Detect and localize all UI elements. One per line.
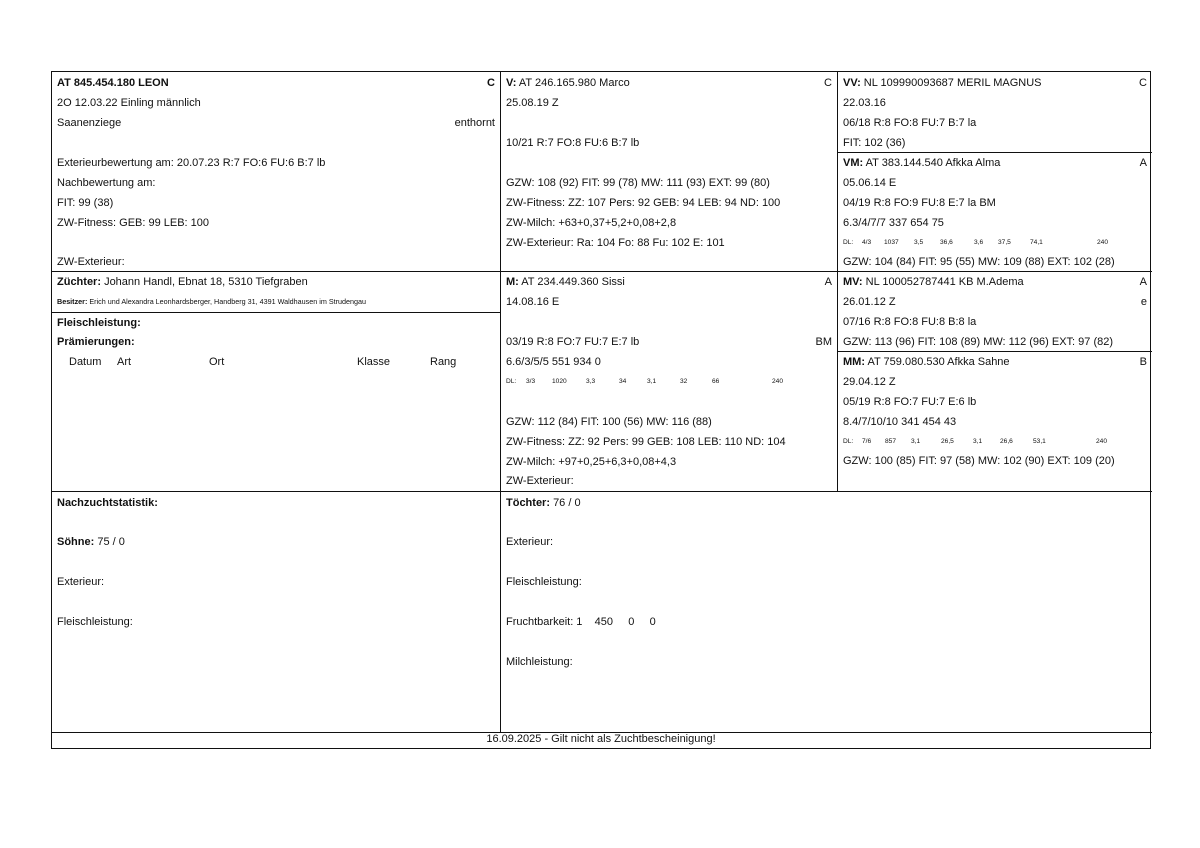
dl-value: 857 [885, 438, 897, 445]
vm-dl-row [843, 233, 1147, 253]
dl-value: 3,1 [647, 378, 657, 385]
daughters-fertility: Fruchtbarkeit: 1 450 0 0 [506, 616, 656, 628]
mm-grade: B [1139, 356, 1147, 368]
sons-exterieur: Exterieur: [57, 576, 105, 588]
dl-value: 3,1 [973, 438, 983, 445]
dl-value: 53,1 [1033, 438, 1046, 445]
mv-gzw: GZW: 113 (96) FIT: 108 (89) MW: 112 (96) EXT: 97 (82) [843, 336, 1114, 348]
dam-score: 03/19 R:8 FO:7 FU:7 E:7 lb BM [506, 332, 832, 352]
vm-grade: A [1139, 157, 1147, 169]
dl-value: 1020 [552, 378, 567, 385]
dam-cell [501, 272, 837, 491]
dl-value: 34 [619, 378, 627, 385]
dl-value: 3,1 [911, 438, 921, 445]
animal-fit: FIT: 99 (38) [57, 197, 114, 209]
col-rang: Rang [430, 356, 457, 368]
dl-label: DL: [843, 438, 854, 445]
owner-line: Besitzer: Erich und Alexandra Leonhardsberger, Handberg 31, 4391 Waldhausen im Strudengau [57, 297, 366, 306]
sire-score: 10/21 R:7 FO:8 FU:6 B:7 lb [506, 137, 640, 149]
mv-extra: e [1140, 296, 1147, 308]
breeder-cell [52, 272, 500, 491]
sire-grade: C [824, 77, 832, 89]
mm-birth: 29.04.12 Z [843, 376, 896, 388]
vm-gzw: GZW: 104 (84) FIT: 95 (55) MW: 109 (88) EXT: 102 (28) [843, 256, 1115, 268]
dl-value: 37,5 [998, 239, 1011, 246]
dl-value: 36,6 [940, 239, 953, 246]
col-datum: Datum [69, 356, 102, 368]
dl-value: 74,1 [1030, 239, 1043, 246]
vm-lactation: 6.3/4/7/7 337 654 75 [843, 217, 944, 229]
vm-cell [838, 153, 1152, 271]
vv-score: 06/18 R:8 FO:8 FU:7 B:7 la [843, 117, 977, 129]
dam-zw-exterieur: ZW-Exterieur: [506, 475, 574, 487]
dl-value: 3,3 [586, 378, 596, 385]
dam-gzw: GZW: 112 (84) FIT: 100 (56) MW: 116 (88) [506, 416, 712, 428]
vv-id-name: VV: NL 109990093687 MERIL MAGNUS C [843, 73, 1147, 93]
dam-dl-row [506, 372, 832, 392]
vm-id-name: VM: AT 383.144.540 Afkka Alma A [843, 153, 1147, 173]
mv-id-name: MV: NL 100052787441 KB M.Adema A [843, 272, 1147, 292]
dam-id-name: M: AT 234.449.360 Sissi A [506, 272, 832, 292]
dam-zw-milch: ZW-Milch: +97+0,25+6,3+0,08+4,3 [506, 456, 677, 468]
sire-id-name: V: AT 246.165.980 Marco C [506, 73, 832, 93]
animal-birth: 2O 12.03.22 Einling männlich [57, 97, 201, 109]
sire-zw-exterieur: ZW-Exterieur: Ra: 104 Fo: 88 Fu: 102 E: 101 [506, 237, 725, 249]
dam-lactation: 6.6/3/5/5 551 934 0 [506, 356, 601, 368]
animal-grade: C [487, 77, 495, 89]
dl-value: 32 [680, 378, 688, 385]
sire-gzw: GZW: 108 (92) FIT: 99 (78) MW: 111 (93) EXT: 99 (80) [506, 177, 770, 189]
mm-score: 05/19 R:8 FO:7 FU:7 E:6 lb [843, 396, 977, 408]
animal-exterior: Exterieurbewertung am: 20.07.23 R:7 FO:6 FU:6 B:7 lb [57, 157, 326, 169]
dl-value: 66 [712, 378, 720, 385]
vv-grade: C [1139, 77, 1147, 89]
divider [52, 491, 1152, 492]
animal-zw-exterieur: ZW-Exterieur: [57, 256, 125, 268]
daughters-exterieur: Exterieur: [506, 536, 554, 548]
offspring-title: Nachzuchtstatistik: [57, 497, 158, 509]
mm-dl-row [843, 432, 1147, 452]
mm-cell [838, 352, 1152, 491]
dam-grade: A [824, 276, 832, 288]
dl-value: 7/6 [862, 438, 872, 445]
awards-heading: Prämierungen: [57, 336, 135, 348]
col-klasse: Klasse [357, 356, 391, 368]
dl-value: 3/3 [526, 378, 536, 385]
awards-columns [57, 352, 495, 372]
mm-gzw: GZW: 100 (85) FIT: 97 (58) MW: 102 (90) EXT: 109 (20) [843, 455, 1115, 467]
animal-id-name: AT 845.454.180 LEON C [57, 73, 495, 93]
sire-zw-fitness: ZW-Fitness: ZZ: 107 Pers: 92 GEB: 94 LEB: 94 ND: 100 [506, 197, 781, 209]
col-ort: Ort [209, 356, 225, 368]
mv-cell [838, 272, 1152, 351]
col-art: Art [117, 356, 132, 368]
dl-value: 26,6 [1000, 438, 1013, 445]
animal-rescore: Nachbewertung am: [57, 177, 156, 189]
dl-value: 240 [772, 378, 784, 385]
sire-cell [501, 72, 837, 271]
animal-cell [52, 72, 500, 271]
sire-zw-milch: ZW-Milch: +63+0,37+5,2+0,08+2,8 [506, 217, 677, 229]
breeder-line: Züchter: Johann Handl, Ebnat 18, 5310 Tiefgraben [57, 276, 308, 288]
dl-value: 3,5 [914, 239, 924, 246]
dl-value: 1037 [884, 239, 899, 246]
footer-note: 16.09.2025 - Gilt nicht als Zuchtbescheinigung! [486, 733, 716, 745]
daughters-meat: Fleischleistung: [506, 576, 582, 588]
dl-value: 4/3 [862, 239, 872, 246]
dl-value: 240 [1096, 438, 1108, 445]
mv-score: 07/16 R:8 FO:8 FU:8 B:8 la [843, 316, 977, 328]
animal-breed: Saanenziege enthornt [57, 113, 495, 133]
dam-birth: 14.08.16 E [506, 296, 560, 308]
dl-value: 240 [1097, 239, 1109, 246]
sire-birth: 25.08.19 Z [506, 97, 559, 109]
dl-label: DL: [506, 378, 517, 385]
dl-value: 26,5 [941, 438, 954, 445]
vm-birth: 05.06.14 E [843, 177, 897, 189]
vv-birth: 22.03.16 [843, 97, 886, 109]
dam-zw-fitness: ZW-Fitness: ZZ: 92 Pers: 99 GEB: 108 LEB: 110 ND: 104 [506, 436, 786, 448]
daughters-milk: Milchleistung: [506, 656, 573, 668]
pedigree-sheet [51, 71, 1151, 749]
mv-birth: 26.01.12 Z e [843, 292, 1147, 312]
dam-bm: BM [815, 336, 832, 348]
animal-horn: enthornt [454, 117, 495, 129]
mv-grade: A [1139, 276, 1147, 288]
meat-performance-heading: Fleischleistung: [57, 317, 141, 329]
daughters-line: Töchter: 76 / 0 [506, 497, 581, 509]
mm-id-name: MM: AT 759.080.530 Afkka Sahne B [843, 352, 1147, 372]
mm-lactation: 8.4/7/10/10 341 454 43 [843, 416, 957, 428]
offspring-stats-cell [52, 493, 500, 732]
sons-meat: Fleischleistung: [57, 616, 133, 628]
daughters-cell [501, 493, 1152, 732]
vm-score: 04/19 R:8 FO:9 FU:8 E:7 la BM [843, 197, 996, 209]
vv-fit: FIT: 102 (36) [843, 137, 906, 149]
animal-zw-fitness: ZW-Fitness: GEB: 99 LEB: 100 [57, 217, 210, 229]
vv-cell [838, 72, 1152, 152]
dl-label: DL: [843, 239, 854, 246]
dl-value: 3,6 [974, 239, 984, 246]
sons-line: Söhne: 75 / 0 [57, 536, 125, 548]
